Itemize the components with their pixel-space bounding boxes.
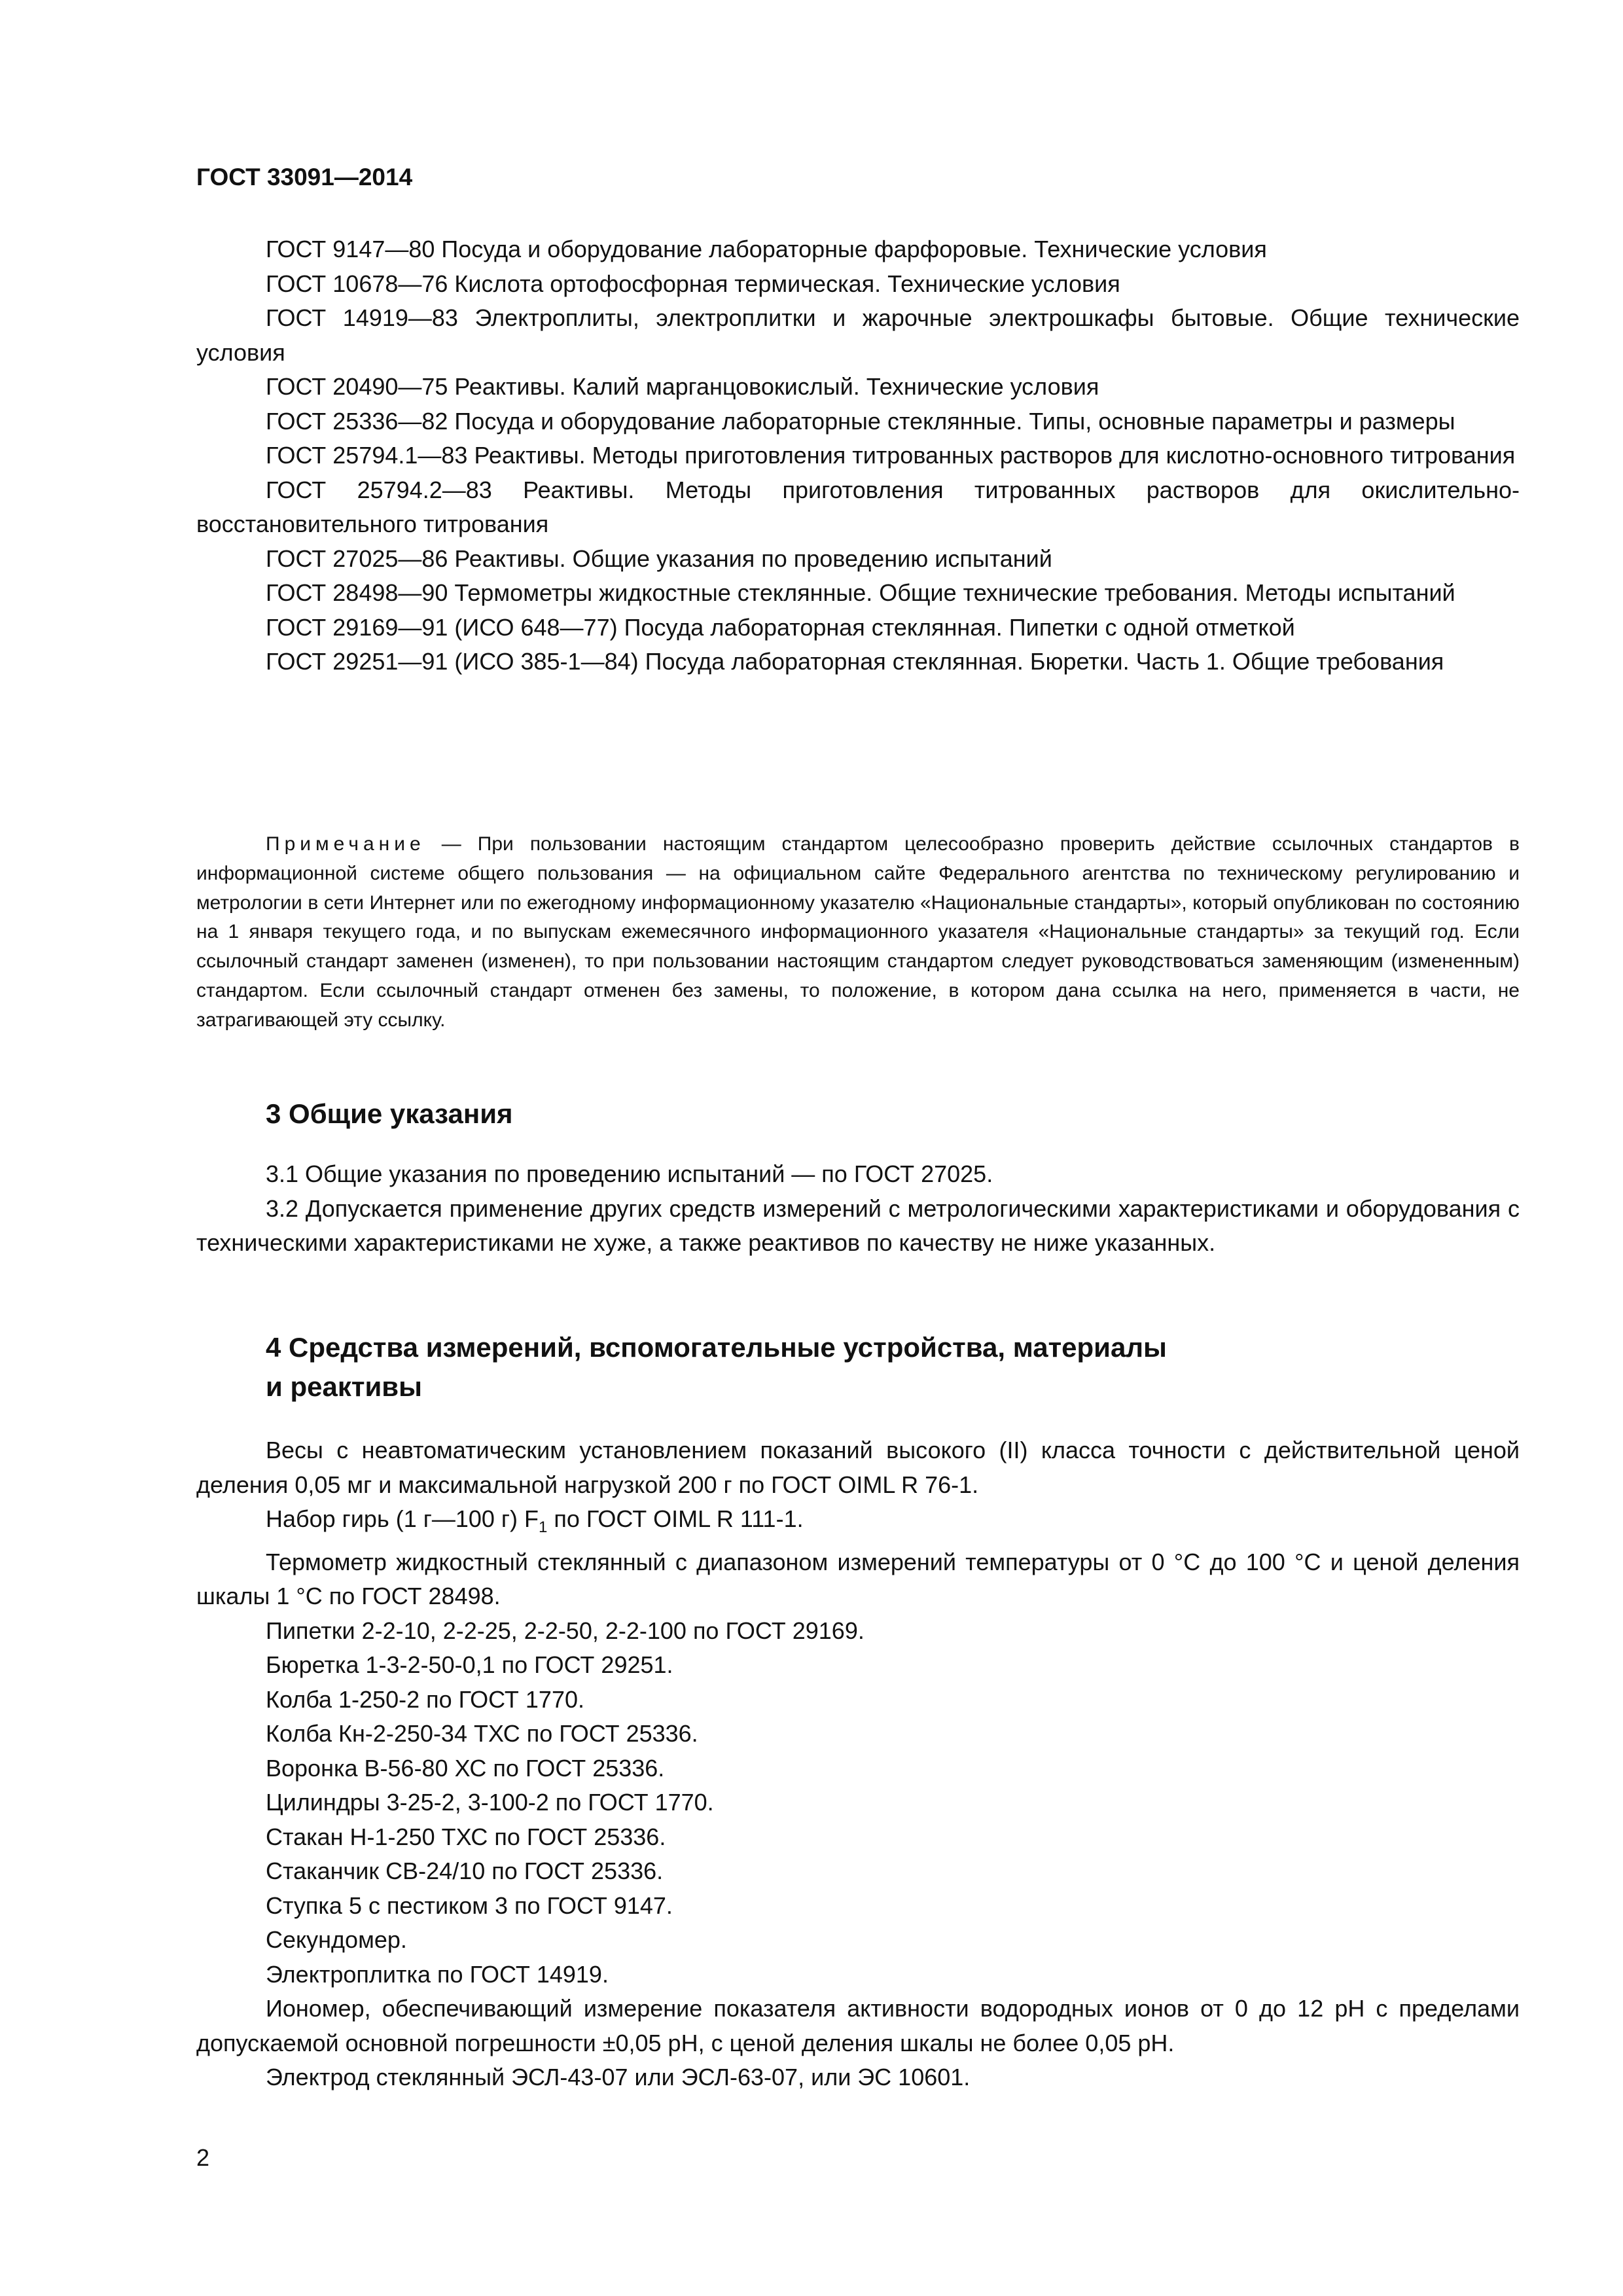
equipment-item: Пипетки 2-2-10, 2-2-25, 2-2-50, 2-2-100 по ГОСТ 29169. [266, 1617, 865, 1644]
weights-text: Набор гирь (1 г—100 г) F [266, 1505, 539, 1532]
reference-item: ГОСТ 29251—91 (ИСО 385-1—84) Посуда лабораторная стеклянная. Бюретки. Часть 1. Общие требования [266, 648, 1444, 675]
reference-item: ГОСТ 28498—90 Термометры жидкостные стеклянные. Общие технические требования. Методы испытаний [266, 579, 1455, 606]
reference-item: ГОСТ 9147—80 Посуда и оборудование лабораторные фарфоровые. Технические условия [266, 236, 1267, 262]
section-3 [196, 1094, 1520, 1261]
note-text: — При пользовании настоящим стандартом целесообразно проверить действие ссылочных стандартов в информационной системе общего пользования — на официальном сайте Федерального агентства по техническому регулированию и метрологии в сети Интернет или по ежегодному информационному указателю «Национальные стандарты», который опубликован по состоянию на 1 января текущего года, и по выпускам ежемесячного информационного указателя «Национальные стандарты» за текущий год. Если ссылочный стандарт заменен (изменен), то при пользовании настоящим стандартом следует руководствоваться заменяющим (измененным) стандартом. Если ссылочный стандарт отменен без замены, то положение, в котором дана ссылка на него, применяется в части, не затрагивающей эту ссылку. [196, 833, 1520, 1031]
equipment-item: Колба Кн-2-250-34 ТХС по ГОСТ 25336. [266, 1720, 698, 1748]
document-header: ГОСТ 33091—2014 [196, 164, 413, 190]
section-heading: 4 Средства измерений, вспомогательные устройства, материалы [266, 1332, 1167, 1363]
paragraph: 3.2 Допускается применение других средств измерений с метрологическими характеристиками и оборудования с техническими характеристиками не хуже, а также реактивов по качеству не ниже указанных. [196, 1194, 1520, 1256]
page-number: 2 [196, 2144, 210, 2171]
equipment-item: Термометр жидкостный стеклянный с диапазоном измерений температуры от 0 °С до 100 °С и ценой деления шкалы 1 °С по ГОСТ 28498. [196, 1548, 1520, 1610]
reference-item: ГОСТ 25336—82 Посуда и оборудование лабораторные стеклянные. Типы, основные параметры и размеры [266, 407, 1455, 435]
reference-item: ГОСТ 25794.1—83 Реактивы. Методы приготовления титрованных растворов для кислотно-основного титрования [266, 442, 1516, 469]
section-heading: 3 Общие указания [266, 1098, 513, 1129]
equipment-item: Цилиндры 3-25-2, 3-100-2 по ГОСТ 1770. [266, 1789, 714, 1816]
equipment-item: Ступка 5 с пестиком 3 по ГОСТ 9147. [266, 1892, 673, 1919]
reference-item: ГОСТ 29169—91 (ИСО 648—77) Посуда лабораторная стеклянная. Пипетки с одной отметкой [266, 613, 1295, 641]
weights-subscript: 1 [539, 1518, 548, 1537]
equipment-item: Иономер, обеспечивающий измерение показателя активности водородных ионов от 0 до 12 рН с пределами допускаемой основной погрешности ±0,05 рН, с ценой деления шкалы не более 0,05 рН. [196, 1995, 1520, 2056]
equipment-item: Воронка В-56-80 ХС по ГОСТ 25336. [266, 1754, 665, 1782]
paragraph: 3.1 Общие указания по проведению испытаний — по ГОСТ 27025. [266, 1160, 993, 1187]
normative-references-list [196, 232, 1520, 679]
section-heading-continued: и реактивы [266, 1371, 422, 1402]
equipment-item: Электрод стеклянный ЭСЛ-43-07 или ЭСЛ-63-07, или ЭС 10601. [266, 2064, 971, 2091]
reference-item: ГОСТ 25794.2—83 Реактивы. Методы приготовления титрованных растворов для окислительно-восстановительного титрования [196, 476, 1520, 537]
paragraph: Весы с неавтоматическим установлением показаний высокого (II) класса точности с действительной ценой деления 0,05 мг и максимальной нагрузкой 200 г по ГОСТ OIML R 76-1. [196, 1437, 1520, 1498]
reference-item: ГОСТ 14919—83 Электроплиты, электроплитки и жарочные электрошкафы бытовые. Общие технические условия [196, 304, 1520, 366]
equipment-item: Бюретка 1-3-2-50-0,1 по ГОСТ 29251. [266, 1651, 673, 1679]
reference-item: ГОСТ 27025—86 Реактивы. Общие указания по проведению испытаний [266, 545, 1052, 572]
equipment-item: Электроплитка по ГОСТ 14919. [266, 1960, 609, 1988]
note-block [196, 830, 1520, 1035]
reference-item: ГОСТ 10678—76 Кислота ортофосфорная термическая. Технические условия [266, 270, 1120, 297]
reference-item: ГОСТ 20490—75 Реактивы. Калий марганцовокислый. Технические условия [266, 373, 1099, 400]
equipment-item: Стакан Н-1-250 ТХС по ГОСТ 25336. [266, 1823, 666, 1850]
equipment-item: Стаканчик СВ-24/10 по ГОСТ 25336. [266, 1857, 664, 1885]
weights-text-end: по ГОСТ OIML R 111-1. [547, 1505, 804, 1532]
equipment-item: Секундомер. [266, 1926, 407, 1954]
paragraph [196, 1502, 1520, 1545]
equipment-item: Колба 1-250-2 по ГОСТ 1770. [266, 1685, 584, 1713]
note-label: Примечание [266, 833, 425, 855]
section-4 [196, 1328, 1520, 2095]
